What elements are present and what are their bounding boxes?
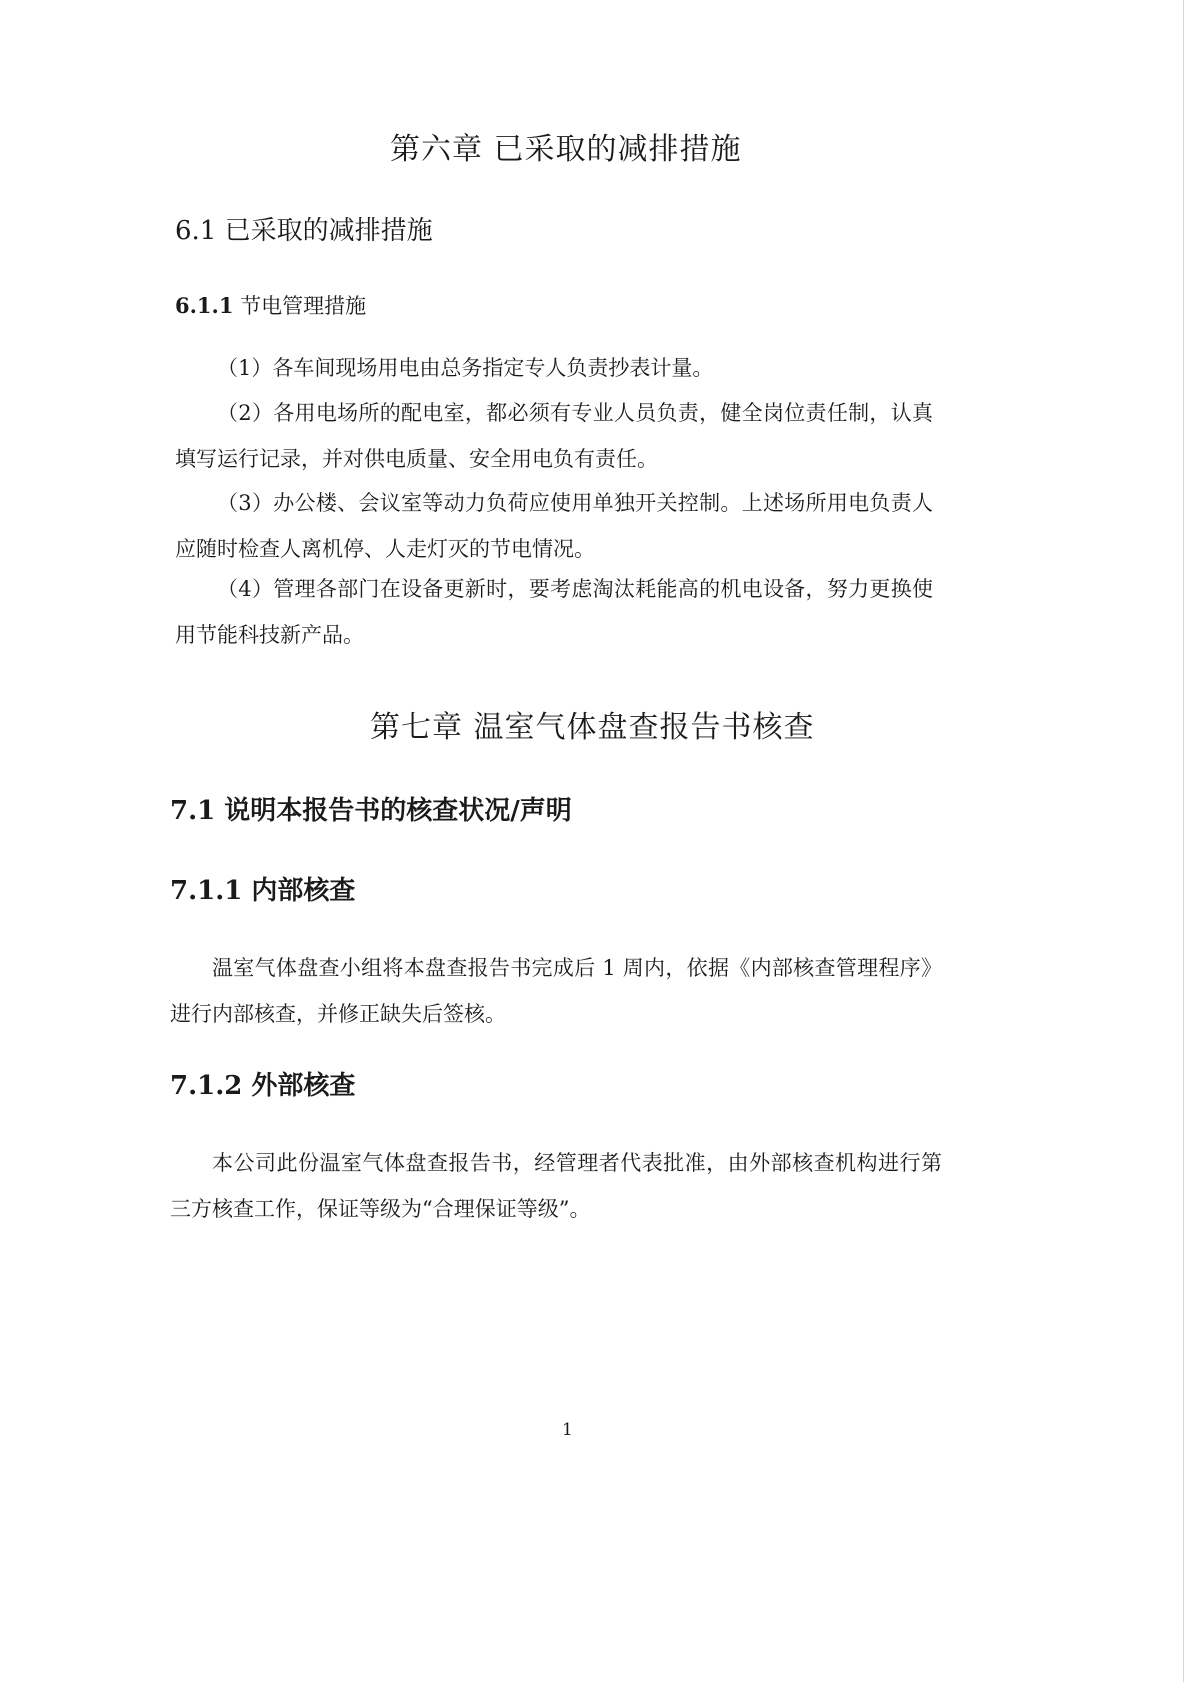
- internal-audit-paragraph: 温室气体盘查小组将本盘查报告书完成后 1 周内，依据《内部核查管理程序》进行内部核查，并修正缺失后签核。: [170, 956, 942, 1026]
- section-7-1-title: 7.1 说明本报告书的核查状况/声明: [170, 796, 572, 826]
- chapter-7-title: 第七章 温室气体盘查报告书核查: [370, 710, 815, 745]
- subsection-6-1-1-title: [175, 290, 366, 320]
- measure-item-1: （1）各车间现场用电由总务指定专人负责抄表计量。: [217, 356, 714, 380]
- subsection-7-1-2-title: 7.1.2 外部核查: [170, 1071, 356, 1101]
- subsection-6-1-1-number: 6.1.1: [175, 293, 234, 318]
- external-audit-paragraph: 本公司此份温室气体盘查报告书，经管理者代表批准，由外部核查机构进行第三方核查工作，保证等级为“合理保证等级”。: [170, 1151, 942, 1221]
- subsection-6-1-1-label: 节电管理措施: [233, 294, 367, 318]
- scan-edge-line: [1183, 0, 1184, 1682]
- page-number: 1: [562, 1420, 573, 1440]
- measure-item-4: （4）管理各部门在设备更新时，要考虑淘汰耗能高的机电设备，努力更换使用节能科技新产品。: [175, 577, 933, 647]
- section-6-1-title: 6.1 已采取的减排措施: [175, 216, 433, 246]
- measure-item-2: （2）各用电场所的配电室，都必须有专业人员负责，健全岗位责任制，认真填写运行记录，并对供电质量、安全用电负有责任。: [175, 401, 933, 471]
- measure-item-3: （3）办公楼、会议室等动力负荷应使用单独开关控制。上述场所用电负责人应随时检查人离机停、人走灯灭的节电情况。: [175, 491, 933, 561]
- chapter-6-title: 第六章 已采取的减排措施: [390, 132, 742, 167]
- subsection-7-1-1-title: 7.1.1 内部核查: [170, 876, 356, 906]
